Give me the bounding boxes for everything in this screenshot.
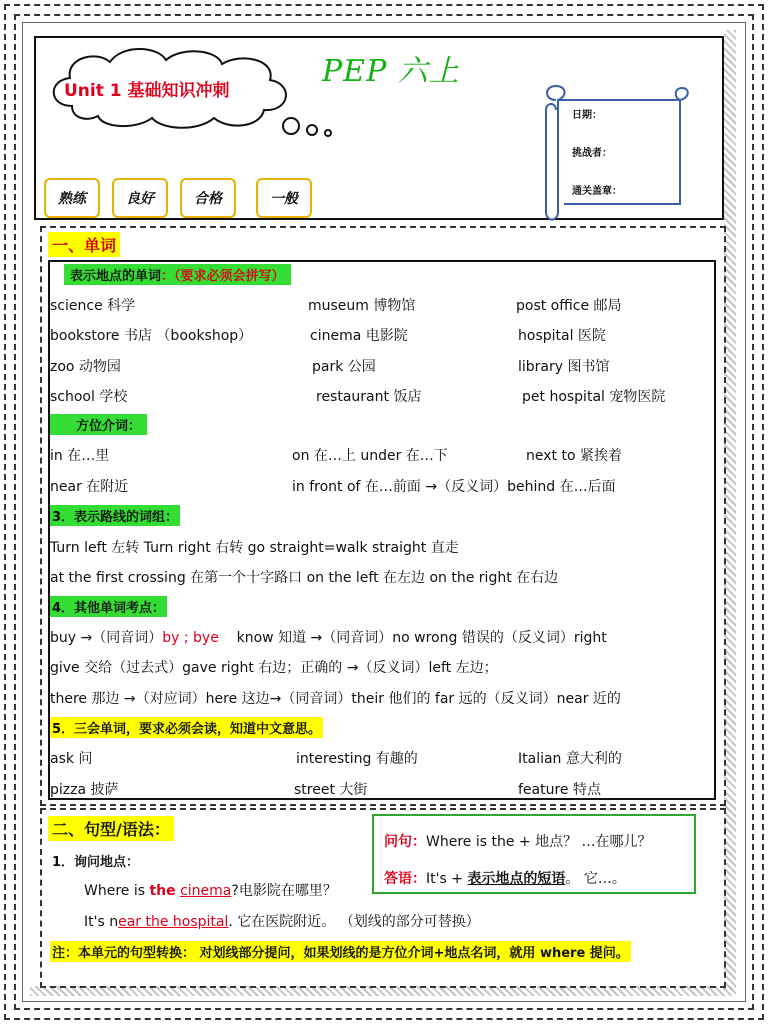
word: in 在…里 [50,448,110,464]
word: school 学校 [50,389,128,405]
word: in front of 在…前面 →（反义词）behind 在…后面 [292,479,616,495]
word: post office 邮局 [516,298,622,314]
section1-heading: 一、单词 [48,232,120,257]
other-line-2: give 交给（过去式）gave right 右边；正确的 →（反义词）left 左边； [50,660,498,676]
grade-excellent: 熟练 [44,178,100,218]
phrase-line: Turn left 左转 Turn right 右转 go straight=walk straight 直走 [50,540,459,556]
sub-heading-other: 4．其他单词考点： [50,596,167,617]
phrase-line: at the first crossing 在第一个十字路口 on the left 在左边 on the right 在右边 [50,570,559,586]
question-line: 问句：Where is the + 地点？ …在哪儿？ [384,834,652,850]
word: next to 紧挨着 [526,448,622,464]
other-line-1: buy →（同音词）by ; bye know 知道 →（同音词）no wrong 错误的（反义词）right [50,630,607,646]
bubbles-icon [280,116,350,140]
word: park 公园 [312,359,376,375]
sub-heading-routes: 3．表示路线的词组： [50,505,180,526]
word: restaurant 饭店 [316,389,422,405]
section2-heading: 二、句型/语法： [48,816,174,841]
date-label: 日期： [572,110,602,121]
word: library 图书馆 [518,359,610,375]
sub-heading-prepositions: 方位介词： [50,414,147,435]
sub-heading-places: 表示地点的单词：（要求必须会拼写） [64,264,291,285]
word: pizza 披萨 [50,782,119,798]
grade-pass: 合格 [180,178,236,218]
word: near 在附近 [50,479,129,495]
grade-good: 良好 [112,178,168,218]
unit-title: Unit 1 基础知识冲刺 [64,81,230,101]
stamp-label: 通关盖章： [572,186,622,197]
word: Italian 意大利的 [518,751,622,767]
word: museum 博物馆 [308,298,416,314]
word: cinema 电影院 [310,328,408,344]
answer-line: 答语：It's + 表示地点的短语。 它…。 [384,871,626,887]
word: ask 问 [50,751,93,767]
example-answer: It's near the hospital. 它在医院附近。 （划线的部分可替换） [84,914,480,930]
word: hospital 医院 [518,328,606,344]
word: zoo 动物园 [50,359,121,375]
word: pet hospital 宠物医院 [522,389,666,405]
sub-heading-three: 5．三会单词，要求必须会读，知道中文意思。 [50,717,323,738]
item-ask-location: 1．询问地点： [52,855,140,870]
word: street 大街 [294,782,368,798]
word: feature 特点 [518,782,601,798]
word: bookstore 书店 （bookshop） [50,328,253,344]
other-line-3: there 那边 →（对应词）here 这边→（同音词）their 他们的 far 远的（反义词）near 近的 [50,691,621,707]
scroll-icon [540,84,690,224]
word: science 科学 [50,298,136,314]
grammar-note: 注：本单元的句型转换： 对划线部分提问，如果划线的是方位介词+地点名词，就用 where 提问。 [50,941,631,962]
example-question: Where is the cinema?电影院在哪里？ [84,883,337,899]
word: on 在…上 under 在…下 [292,448,448,464]
word: interesting 有趣的 [296,751,418,767]
grade-fair: 一般 [256,178,312,218]
challenger-label: 挑战者： [572,148,612,159]
pep-label: PEP 六上 [322,54,460,89]
